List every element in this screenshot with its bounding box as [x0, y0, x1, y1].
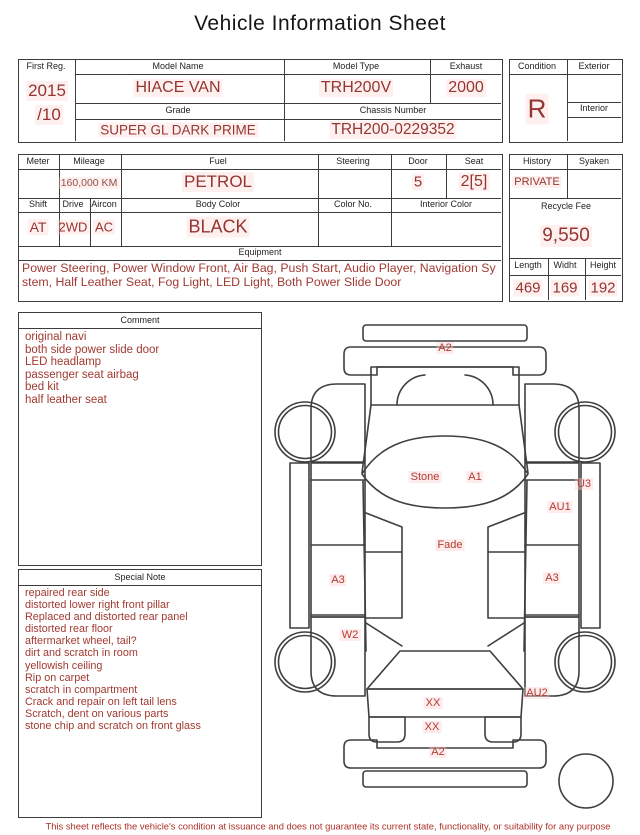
seat-label: Seat — [464, 156, 484, 166]
special-note-line: Scratch, dent on various parts — [25, 707, 169, 720]
left-rear-wheel — [275, 632, 335, 692]
damage-label-stone: Stone — [410, 471, 440, 483]
left-panel-dividers — [311, 480, 365, 615]
door-label: Door — [408, 156, 428, 166]
table-grid-line — [446, 155, 447, 198]
table-grid-line — [430, 60, 431, 103]
table-grid-line — [510, 169, 621, 170]
special-note-line: distorted lower right front pillar — [25, 599, 170, 612]
special-note-header: Special Note — [114, 572, 166, 582]
length-value: 469 — [515, 279, 541, 297]
grade-value: SUPER GL DARK PRIME — [100, 122, 256, 138]
condition-value: R — [527, 93, 547, 124]
model-name-label: Model Name — [152, 61, 204, 71]
right-rear-wheel-inner — [559, 636, 612, 689]
table-grid-line — [121, 155, 122, 246]
special-note-line: aftermarket wheel, tail? — [25, 635, 137, 648]
damage-label-w2: W2 — [341, 629, 359, 641]
special-note-line: repaired rear side — [25, 587, 110, 599]
damage-label-fade: Fade — [437, 539, 463, 551]
damage-label-rear-panel-xx: XX — [424, 721, 440, 733]
recycle-fee-label: Recycle Fee — [540, 201, 592, 211]
table-grid-line — [567, 117, 621, 118]
first-reg-label: First Reg. — [26, 61, 66, 71]
damage-label-au1: AU1 — [549, 501, 571, 513]
left-front-wheel — [275, 402, 335, 462]
front-top-bar — [363, 325, 527, 341]
table-grid-line — [284, 60, 285, 141]
comment-line: half leather seat — [25, 393, 107, 406]
table-grid-line — [567, 155, 568, 198]
damage-label-rear-window-xx: XX — [425, 697, 441, 709]
front-cowl — [371, 367, 519, 405]
damage-label-right-a3: A3 — [545, 572, 559, 584]
length-label: Length — [514, 260, 542, 270]
steering-label: Steering — [336, 156, 370, 166]
right-front-fender — [525, 384, 579, 462]
right-front-wheel — [555, 402, 615, 462]
damage-label-front-bumper: A2 — [438, 342, 452, 354]
mileage-label: Mileage — [73, 156, 105, 166]
special-note-line: distorted rear floor — [25, 623, 113, 636]
special-note-line: Rip on carpet — [25, 671, 90, 684]
windshield-outline — [362, 436, 528, 508]
equipment-value: Power Steering, Power Window Front, Air Bag, Push Start, Audio Player, Navigation System, Half Leather Seat, Fog Light, LED Light, Both Power Slide Door — [22, 261, 496, 289]
table-grid-line — [75, 119, 501, 120]
first-reg-value-month: /10 — [37, 105, 61, 124]
table-grid-line — [19, 328, 261, 329]
left-door-panels — [366, 513, 402, 646]
condition-label: Condition — [517, 61, 557, 71]
chassis-value: TRH200-0229352 — [331, 121, 455, 138]
exhaust-value: 2000 — [448, 79, 484, 96]
table-grid-line — [75, 103, 501, 104]
comment-line: both side power slide door — [25, 343, 160, 356]
left-side-panels — [311, 463, 365, 617]
aircon-value: AC — [94, 219, 114, 235]
right-rear-wheel — [555, 632, 615, 692]
right-front-wheel-inner — [559, 406, 612, 459]
table-grid-line — [391, 155, 392, 246]
history-label: History — [522, 156, 552, 166]
special-note-line: stone chip and scratch on front glass — [25, 720, 201, 733]
damage-label-windshield-a1: A1 — [468, 471, 482, 483]
table-grid-line — [75, 60, 76, 141]
shift-value: AT — [29, 219, 47, 235]
history-value: PRIVATE — [514, 176, 560, 188]
body-color-label: Body Color — [195, 199, 241, 209]
special-note-line: yellowish ceiling — [25, 659, 103, 672]
table-grid-line — [510, 74, 621, 75]
right-side-panels — [525, 463, 579, 617]
meter-label: Meter — [26, 156, 50, 166]
rear-right-lamp — [485, 717, 521, 742]
left-front-fender — [311, 384, 365, 462]
recycle-fee-value: 9,550 — [542, 225, 590, 246]
shift-label: Shift — [28, 199, 48, 209]
comment-lines — [25, 331, 159, 407]
fuel-value: PETROL — [183, 172, 253, 191]
damage-label-rear-bumper-a2: A2 — [431, 746, 445, 758]
syaken-label: Syaken — [578, 156, 610, 166]
table-grid-line — [19, 585, 261, 586]
chassis-label: Chassis Number — [359, 105, 427, 115]
special-note-line: scratch in compartment — [25, 683, 138, 696]
damage-label-au2: AU2 — [526, 687, 548, 699]
right-door-panels — [488, 513, 524, 646]
table-grid-line — [19, 212, 501, 213]
drive-label: Drive — [62, 199, 84, 209]
special-note-line: Replaced and distorted rear panel — [25, 611, 188, 624]
drive-value: 2WD — [58, 219, 88, 235]
wiper-arc-left — [397, 375, 425, 405]
damage-label-u3: U3 — [576, 478, 592, 490]
interior-label: Interior — [579, 103, 609, 113]
mileage-value: 160,000 KM — [60, 177, 118, 189]
model-name-value: HIACE VAN — [135, 79, 221, 96]
disclaimer-text: This sheet reflects the vehicle's condition at issuance and does not guarantee its current state, functionality, or suitability for any purpose — [45, 820, 611, 832]
comment-header: Comment — [120, 315, 160, 325]
aircon-label: Aircon — [91, 199, 117, 209]
table-grid-line — [585, 258, 586, 300]
seat-value: 2[5] — [460, 173, 488, 190]
width-label: Widht — [553, 260, 577, 270]
page-title: Vehicle Information Sheet — [194, 12, 446, 35]
door-value: 5 — [413, 173, 423, 191]
equipment-label: Equipment — [238, 247, 282, 257]
color-no-label: Color No. — [333, 199, 373, 209]
special-note-line: dirt and scratch in room — [25, 647, 138, 660]
width-value: 169 — [552, 279, 578, 297]
rear-left-lamp — [369, 717, 405, 742]
comment-line: bed kit — [25, 381, 59, 394]
table-grid-line — [510, 198, 621, 199]
interior-color-label: Interior Color — [419, 199, 473, 209]
car-diagram-svg — [265, 315, 640, 825]
height-label: Height — [589, 260, 617, 270]
left-rear-wheel-inner — [279, 636, 332, 689]
table-grid-line — [510, 275, 621, 276]
rear-bottom-bar — [363, 771, 527, 787]
wiper-arc-right — [465, 375, 493, 405]
left-rocker-rail — [290, 463, 309, 628]
comment-line: passenger seat airbag — [25, 368, 139, 381]
comment-line: LED headlamp — [25, 356, 102, 369]
special-note-line: Crack and repair on left tail lens — [25, 695, 177, 708]
exterior-label: Exterior — [578, 61, 610, 71]
damage-label-left-a3: A3 — [331, 574, 345, 586]
model-type-label: Model Type — [332, 61, 380, 71]
table-grid-line — [548, 258, 549, 300]
exhaust-label: Exhaust — [449, 61, 483, 71]
table-grid-line — [75, 74, 501, 75]
special-note-lines — [25, 587, 201, 732]
fuel-label: Fuel — [209, 156, 227, 166]
model-type-value: TRH200V — [320, 79, 392, 96]
first-reg-value-year: 2015 — [28, 81, 66, 100]
comment-line: original navi — [25, 331, 87, 343]
grade-label: Grade — [165, 105, 191, 115]
rear-window-outline — [367, 651, 523, 689]
spare-tire — [559, 754, 613, 808]
left-front-wheel-inner — [279, 406, 332, 459]
table-grid-line — [19, 169, 501, 170]
body-color-value: BLACK — [188, 216, 248, 237]
table-grid-line — [510, 258, 621, 259]
table-grid-line — [567, 60, 568, 141]
table-grid-line — [318, 155, 319, 246]
rear-panel-band — [367, 689, 523, 717]
height-value: 192 — [590, 279, 616, 297]
